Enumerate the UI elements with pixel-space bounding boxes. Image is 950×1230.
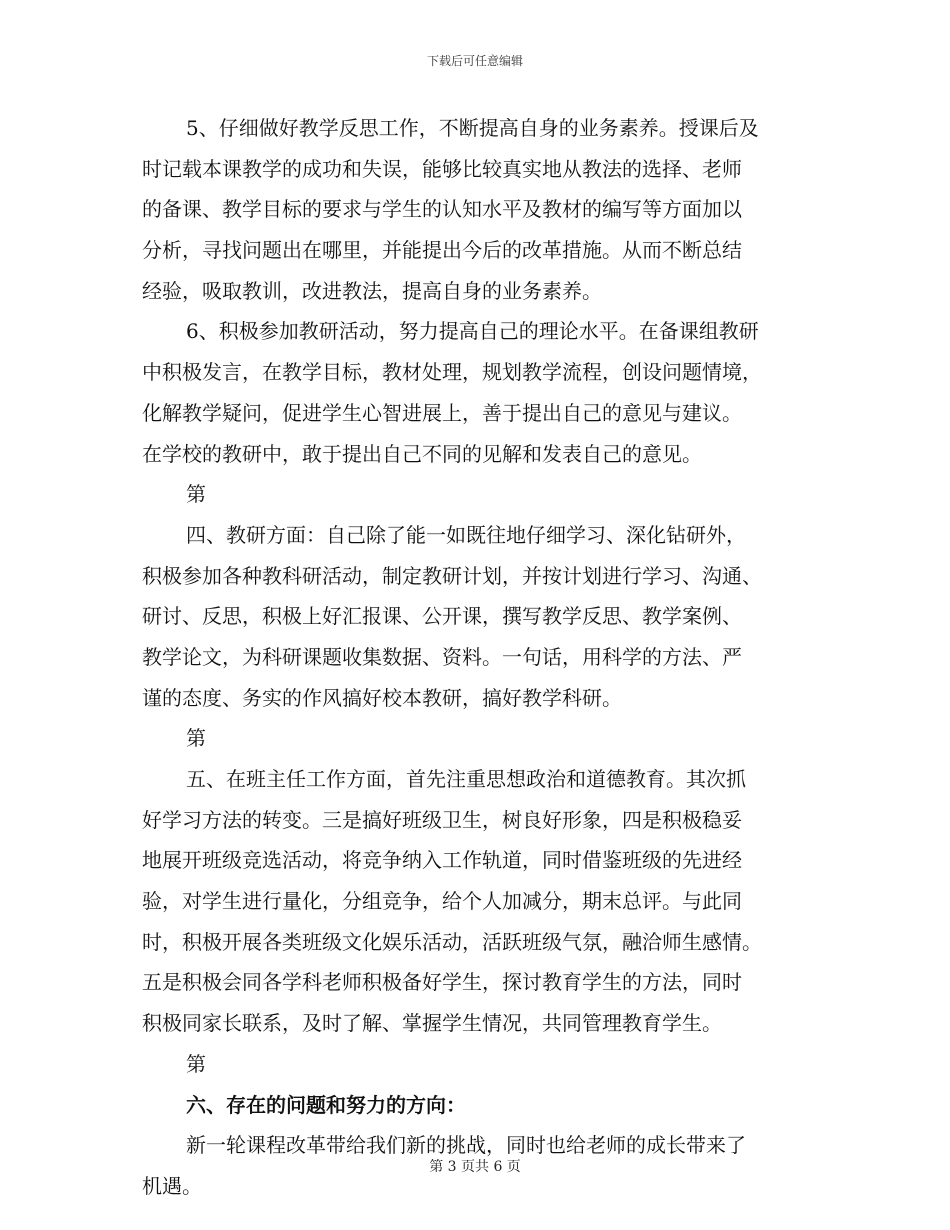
text-line: 第 xyxy=(186,482,206,507)
text-line: 验，对学生进行量化，分组竞争，给个人加减分，期末总评。与此同 xyxy=(142,889,742,914)
paragraph-section-4 xyxy=(142,515,810,718)
text-line: 新一轮课程改革带给我们新的挑战，同时也给老师的成长带来了 xyxy=(186,1133,746,1158)
section-heading-line: 六、存在的问题和努力的方向： xyxy=(186,1092,466,1117)
text-line: 五是积极会同各学科老师积极备好学生，探讨教育学生的方法，同时 xyxy=(142,970,742,995)
text-line: 的备课、教学目标的要求与学生的认知水平及教材的编写等方面加以 xyxy=(142,197,742,222)
text-line: 经验，吸取教训，改进教法，提高自身的业务素养。 xyxy=(142,278,602,303)
text-line: 五、在班主任工作方面，首先注重思想政治和道德教育。其次抓 xyxy=(186,767,746,791)
page-footer: 第 3 页共 6 页 xyxy=(429,1159,521,1175)
text-line: 中积极发言，在教学目标，教材处理，规划教学流程，创设问题情境， xyxy=(142,360,762,385)
paragraph-item-5 xyxy=(142,108,810,311)
text-line: 机遇。 xyxy=(142,1173,202,1198)
text-line: 地展开班级竞选活动，将竞争纳入工作轨道，同时借鉴班级的先进经 xyxy=(142,848,742,873)
text-line: 第 xyxy=(186,726,206,751)
text-line: 在学校的教研中，敢于提出自己不同的见解和发表自己的意见。 xyxy=(142,441,702,466)
page-header: 下载后可任意编辑 xyxy=(426,54,523,68)
text-line: 时记载本课教学的成功和失误，能够比较真实地从教法的选择、老师 xyxy=(142,156,742,181)
text-line: 研讨、反思，积极上好汇报课、公开课，撰写教学反思、教学案例、 xyxy=(142,604,742,629)
text-line: 教学论文，为科研课题收集数据、资料。一句话，用科学的方法、严 xyxy=(142,644,742,669)
text-line: 6、积极参加教研活动，努力提高自己的理论水平。在备课组教研 xyxy=(186,319,759,344)
text-line: 化解教学疑问，促进学生心智进展上，善于提出自己的意见与建议。 xyxy=(142,400,742,425)
document-body xyxy=(142,108,810,1207)
paragraph-marker-2 xyxy=(142,718,810,759)
text-line: 谨的态度、务实的作风搞好校本教研，搞好教学科研。 xyxy=(142,685,622,710)
text-line: 积极同家长联系，及时了解、掌握学生情况，共同管理教育学生。 xyxy=(142,1011,722,1036)
text-line: 四、教研方面：自己除了能一如既往地仔细学习、深化钻研外， xyxy=(186,522,746,547)
paragraph-marker-3 xyxy=(142,1044,810,1085)
text-line: 积极参加各种教科研活动，制定教研计划，并按计划进行学习、沟通、 xyxy=(142,563,762,588)
paragraph-item-6 xyxy=(142,311,810,474)
paragraph-marker-1 xyxy=(142,474,810,515)
text-line: 好学习方法的转变。三是搞好班级卫生，树良好形象，四是积极稳妥 xyxy=(142,807,742,832)
text-line: 第 xyxy=(186,1051,206,1076)
paragraph-section-5 xyxy=(142,759,810,1044)
paragraph-section-6-heading xyxy=(142,1085,810,1126)
text-line: 分析，寻找问题出在哪里，并能提出今后的改革措施。从而不断总结 xyxy=(142,238,742,263)
text-line: 时，积极开展各类班级文化娱乐活动，活跃班级气氛，融洽师生感情。 xyxy=(142,929,762,954)
text-line: 5、仔细做好教学反思工作，不断提高自身的业务素养。授课后及 xyxy=(186,116,759,140)
